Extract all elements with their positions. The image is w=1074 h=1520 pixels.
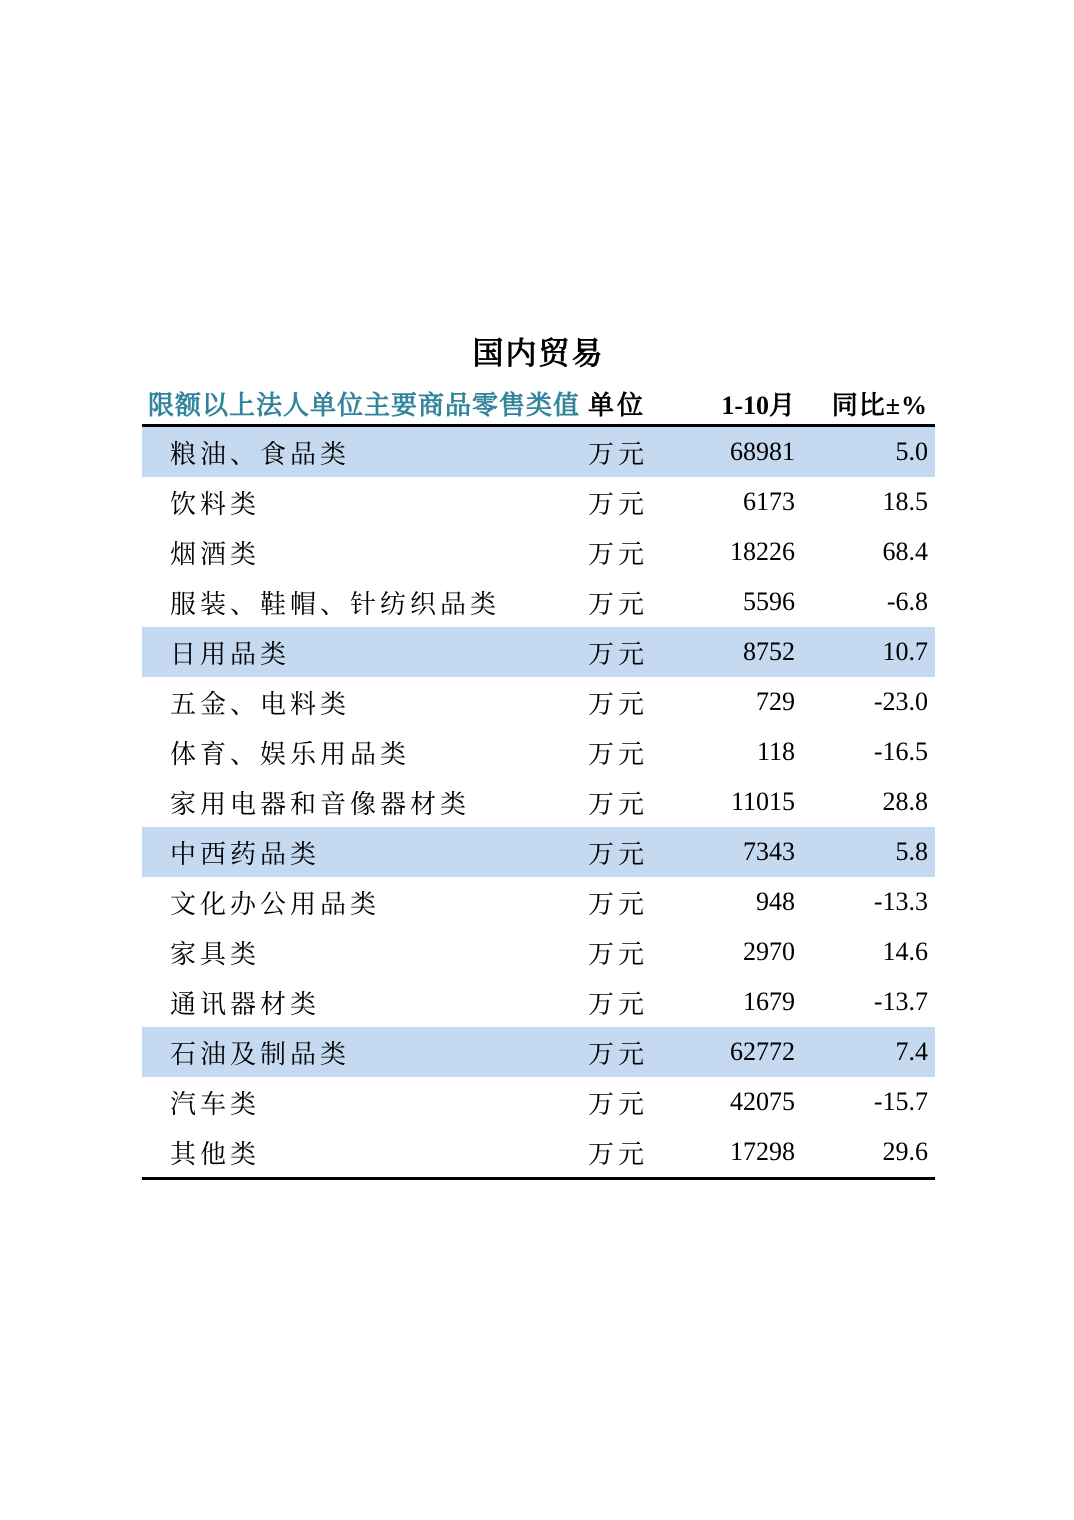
unit-cell: 万元 [588, 439, 649, 469]
value-cell: 42075 [730, 1087, 795, 1116]
unit-cell: 万元 [588, 789, 649, 819]
category-cell: 日用品类 [170, 639, 291, 669]
yoy-cell: -23.0 [873, 687, 928, 716]
yoy-cell: 14.6 [882, 937, 928, 966]
value-cell: 118 [756, 737, 795, 766]
category-cell: 其他类 [170, 1139, 261, 1169]
table-row [142, 1027, 935, 1077]
category-cell: 烟酒类 [170, 539, 261, 569]
category-cell: 家具类 [170, 939, 261, 969]
yoy-cell: 29.6 [882, 1137, 928, 1166]
yoy-cell: 5.8 [895, 837, 928, 866]
yoy-cell: -15.7 [873, 1087, 928, 1116]
category-cell: 家用电器和音像器材类 [170, 789, 471, 819]
value-cell: 7343 [743, 837, 795, 866]
unit-cell: 万元 [588, 689, 649, 719]
category-cell: 五金、电料类 [170, 689, 351, 719]
yoy-cell: 18.5 [882, 487, 928, 516]
table-row [142, 1077, 935, 1127]
table-header-row [142, 383, 935, 427]
category-cell: 石油及制品类 [170, 1039, 351, 1069]
value-cell: 2970 [743, 937, 795, 966]
table-row [142, 827, 935, 877]
table-row [142, 677, 935, 727]
unit-cell: 万元 [588, 1139, 649, 1169]
yoy-cell: -13.7 [873, 987, 928, 1016]
yoy-cell: 68.4 [882, 537, 928, 566]
unit-cell: 万元 [588, 839, 649, 869]
value-cell: 729 [756, 687, 795, 716]
table-row [142, 877, 935, 927]
header-category: 限额以上法人单位主要商品零售类值 [148, 391, 581, 420]
yoy-cell: -13.3 [873, 887, 928, 916]
category-cell: 中西药品类 [170, 839, 321, 869]
table-row [142, 777, 935, 827]
value-cell: 62772 [730, 1037, 795, 1066]
header-unit: 单位 [588, 391, 647, 420]
unit-cell: 万元 [588, 739, 649, 769]
category-cell: 粮油、食品类 [170, 439, 351, 469]
yoy-cell: -16.5 [873, 737, 928, 766]
unit-cell: 万元 [588, 639, 649, 669]
category-cell: 汽车类 [170, 1089, 261, 1119]
table-row [142, 577, 935, 627]
unit-cell: 万元 [588, 489, 649, 519]
value-cell: 6173 [743, 487, 795, 516]
unit-cell: 万元 [588, 539, 649, 569]
yoy-cell: 5.0 [895, 437, 928, 466]
yoy-cell: 10.7 [882, 637, 928, 666]
table-body [142, 427, 935, 1180]
yoy-cell: 7.4 [895, 1037, 928, 1066]
value-cell: 11015 [730, 787, 795, 816]
table-row [142, 977, 935, 1027]
value-cell: 17298 [730, 1137, 795, 1166]
category-cell: 体育、娱乐用品类 [170, 739, 411, 769]
unit-cell: 万元 [588, 589, 649, 619]
unit-cell: 万元 [588, 889, 649, 919]
yoy-cell: -6.8 [886, 587, 928, 616]
value-cell: 18226 [730, 537, 795, 566]
table-row [142, 927, 935, 977]
unit-cell: 万元 [588, 1039, 649, 1069]
table-row [142, 727, 935, 777]
table-row [142, 477, 935, 527]
value-cell: 948 [756, 887, 795, 916]
header-yoy: 同比±% [831, 391, 928, 420]
retail-sales-table [142, 383, 935, 1180]
page-title: 国内贸易 [472, 336, 605, 371]
category-cell: 饮料类 [170, 489, 261, 519]
value-cell: 8752 [743, 637, 795, 666]
category-cell: 服装、鞋帽、针纺织品类 [170, 589, 501, 619]
category-cell: 文化办公用品类 [170, 889, 381, 919]
unit-cell: 万元 [588, 1089, 649, 1119]
table-row [142, 427, 935, 477]
unit-cell: 万元 [588, 989, 649, 1019]
unit-cell: 万元 [588, 939, 649, 969]
table-row [142, 627, 935, 677]
table-row [142, 1127, 935, 1177]
value-cell: 68981 [730, 437, 795, 466]
value-cell: 1679 [743, 987, 795, 1016]
yoy-cell: 28.8 [882, 787, 928, 816]
category-cell: 通讯器材类 [170, 989, 321, 1019]
value-cell: 5596 [743, 587, 795, 616]
table-row [142, 527, 935, 577]
header-period: 1-10月 [721, 391, 795, 420]
